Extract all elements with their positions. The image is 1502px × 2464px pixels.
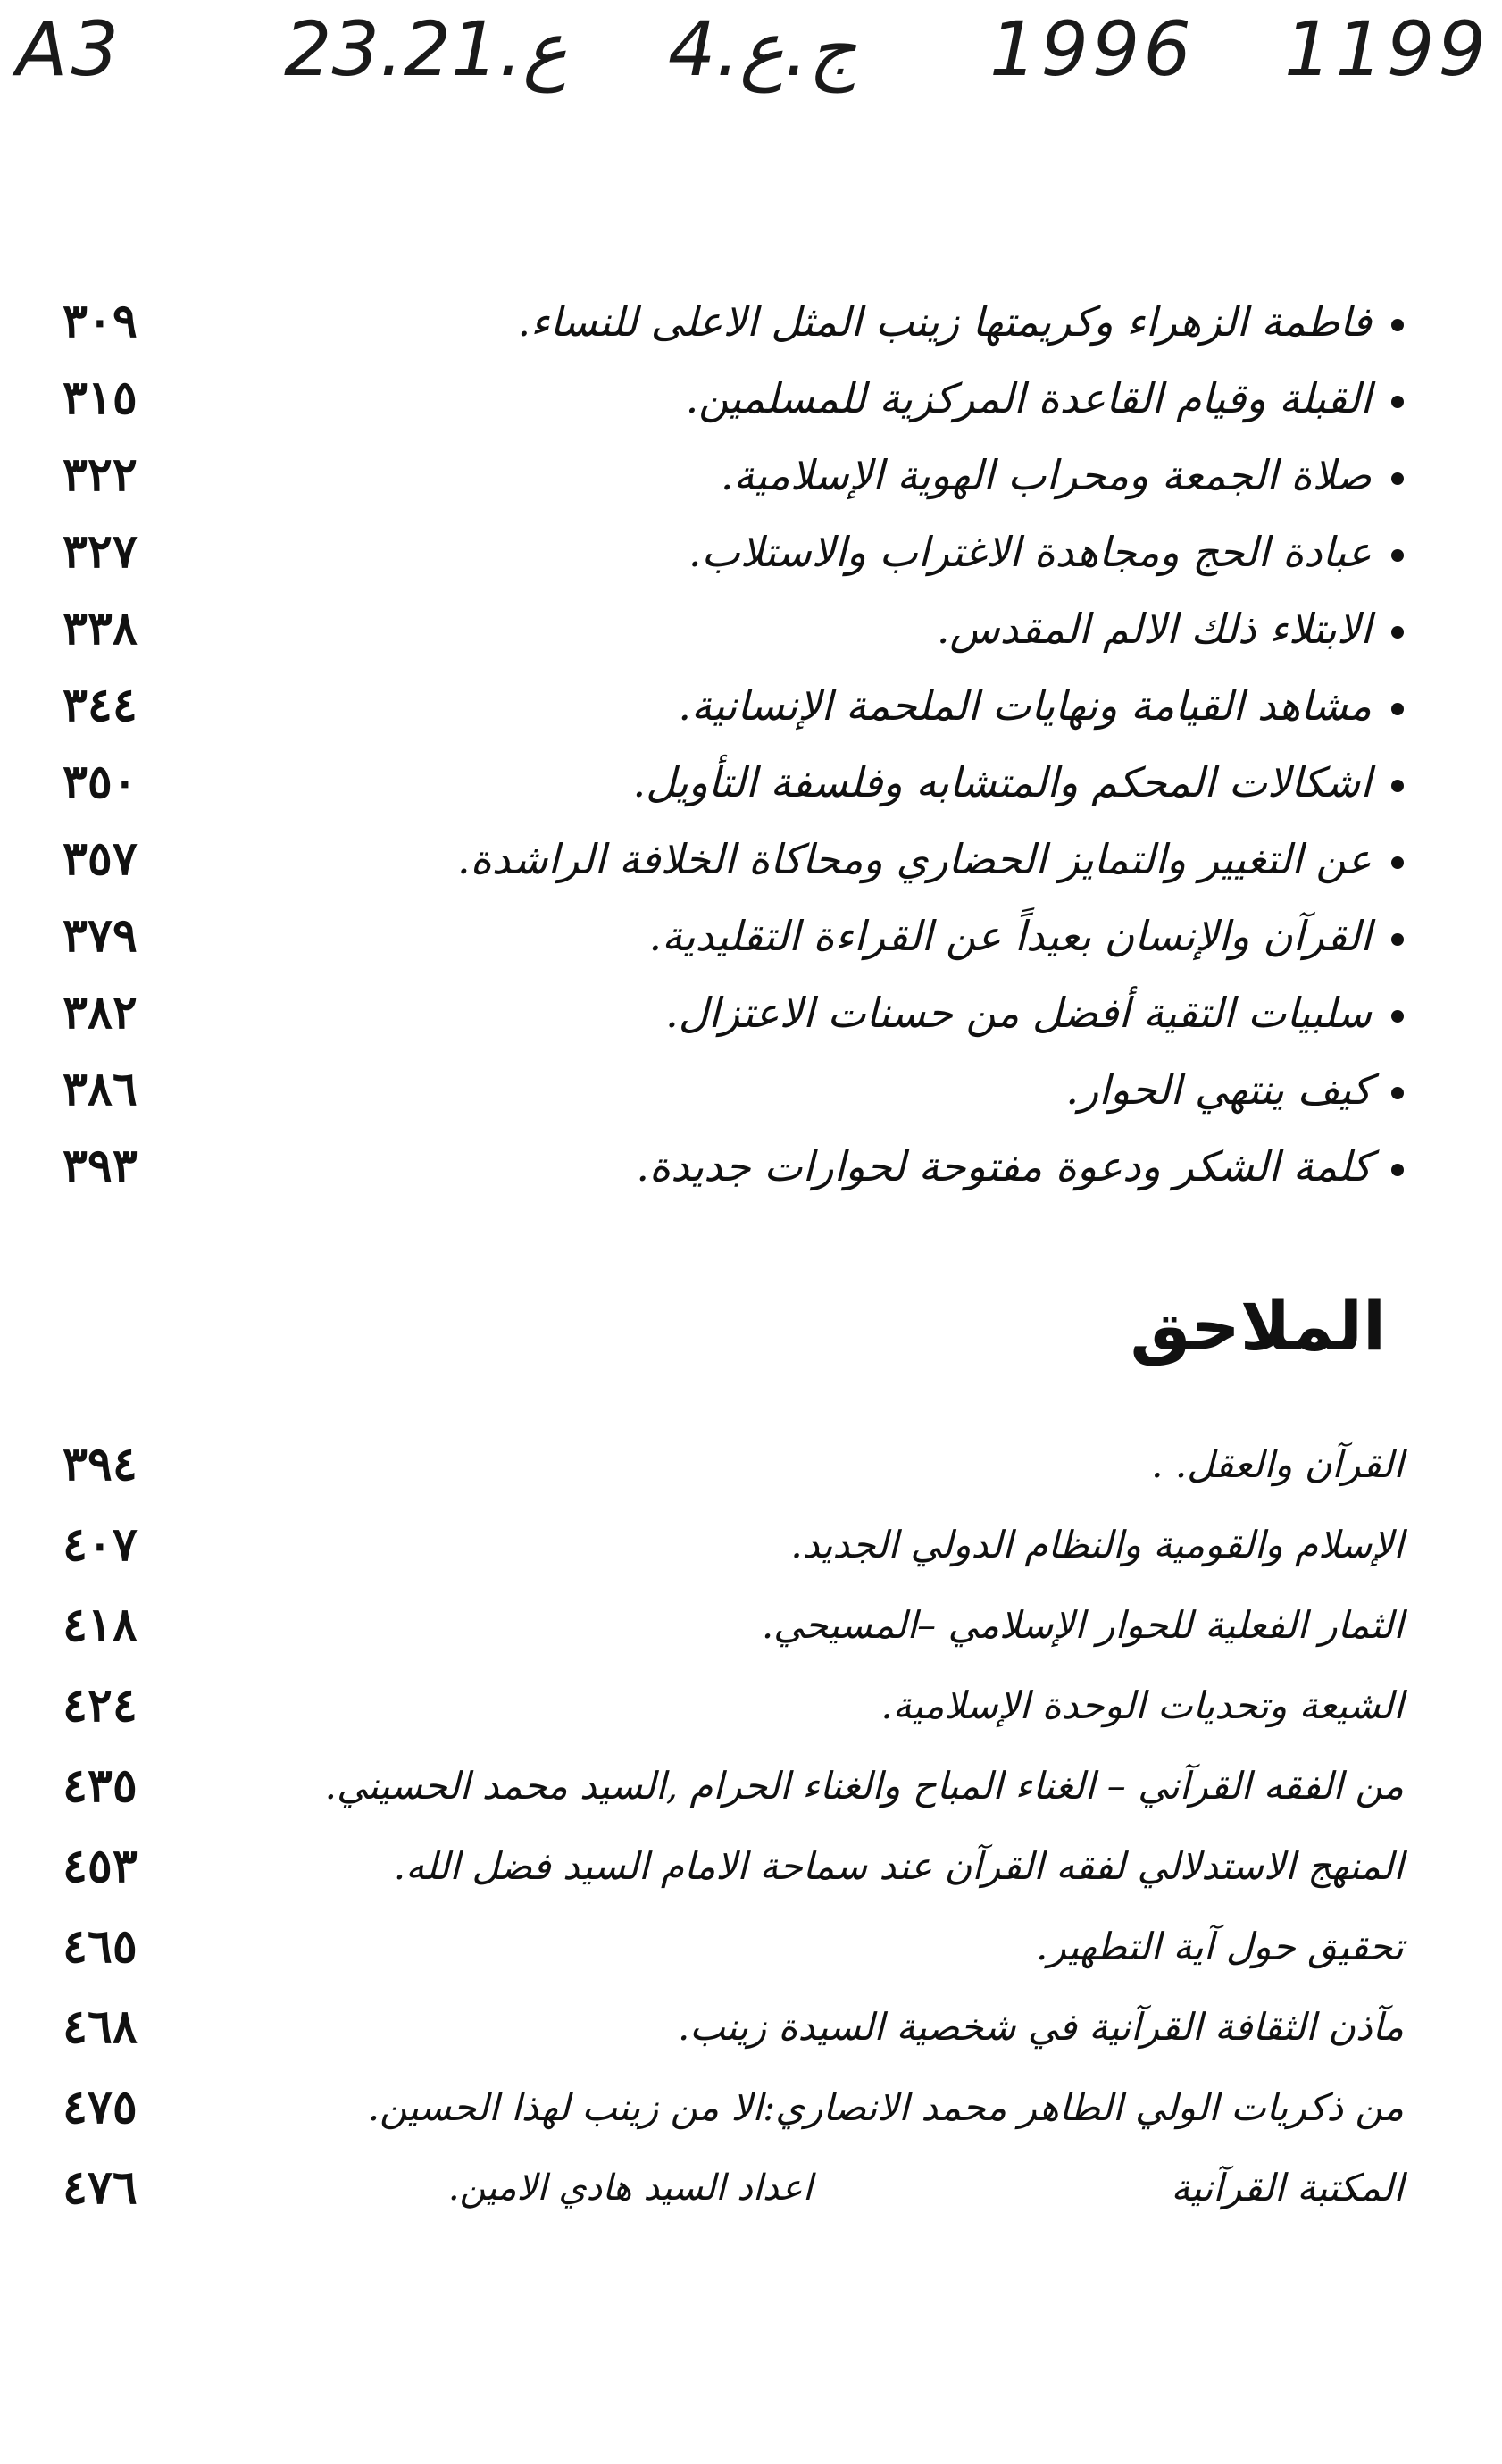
toc-entry-text: عن التغيير والتمايز الحضاري ومحاكاة الخلافة الراشدة. xyxy=(456,835,1372,883)
appendix-entry-title: القرآن والعقل. . xyxy=(1151,1442,1404,1486)
toc-entry-title xyxy=(279,670,1404,741)
toc-row xyxy=(0,1054,1502,1125)
toc-row xyxy=(0,1131,1502,1202)
appendix-row xyxy=(0,2072,1502,2143)
appendix-entry-title: تحقيق حول آية التطهير. xyxy=(1035,1925,1404,1968)
toc-entry-title xyxy=(279,977,1404,1048)
appendix-row xyxy=(0,1750,1502,1822)
bullet-icon xyxy=(1391,856,1404,869)
appendix-entry-title: المنهج الاستدلالي لفقه القرآن عند سماحة الامام السيد فضل الله. xyxy=(393,1844,1404,1888)
appendix-row xyxy=(0,1911,1502,1983)
bullet-icon xyxy=(1391,933,1404,946)
handwritten-year-2: 1199 xyxy=(1284,5,1489,93)
bullet-icon xyxy=(1391,626,1404,639)
appendix-row xyxy=(0,1509,1502,1581)
toc-row xyxy=(0,516,1502,588)
toc-page-number: ٣٥٠ xyxy=(63,755,138,809)
toc-page-number: ٣٧٩ xyxy=(63,908,138,963)
toc-row xyxy=(0,439,1502,511)
toc-entry-title xyxy=(279,286,1404,357)
appendix-row xyxy=(0,1429,1502,1500)
toc-entry-text: عبادة الحج ومجاهدة الاغتراب والاستلاب. xyxy=(688,528,1372,576)
appendix-page-number: ٤٥٣ xyxy=(63,1839,138,1893)
toc-row xyxy=(0,363,1502,434)
toc-entry-text: اشكالات المحكم والمتشابه وفلسفة التأويل. xyxy=(632,758,1372,806)
toc-page-number: ٣٠٩ xyxy=(63,294,138,348)
appendix-page-number: ٤١٨ xyxy=(63,1598,138,1652)
appendix-page-number: ٤٠٧ xyxy=(63,1517,138,1572)
toc-entry-text: كيف ينتهي الحوار. xyxy=(1065,1065,1372,1114)
appendix-row xyxy=(0,1992,1502,2063)
toc-entry-text: القبلة وقيام القاعدة المركزية للمسلمين. xyxy=(685,374,1372,422)
toc-entry-text: مشاهد القيامة ونهايات الملحمة الإنسانية. xyxy=(678,681,1372,730)
toc-page-number: ٣٨٦ xyxy=(63,1062,138,1116)
appendix-page-number: ٤٧٥ xyxy=(63,2080,138,2134)
toc-entry-text: صلاة الجمعة ومحراب الهوية الإسلامية. xyxy=(720,451,1372,499)
toc-row xyxy=(0,286,1502,357)
bullet-icon xyxy=(1391,319,1404,331)
bullet-icon xyxy=(1391,1010,1404,1023)
toc-page-number: ٣٨٢ xyxy=(63,985,138,1040)
toc-entry-title xyxy=(279,439,1404,511)
appendix-page-number: ٤٧٦ xyxy=(63,2160,138,2215)
toc-page-number: ٣٢٧ xyxy=(63,524,138,579)
toc-page-number: ٣٣٨ xyxy=(63,601,138,656)
bullet-icon xyxy=(1391,396,1404,408)
handwritten-reference-notes xyxy=(16,5,1489,113)
toc-entry-text: كلمة الشكر ودعوة مفتوحة لحوارات جديدة. xyxy=(636,1142,1372,1190)
appendix-row xyxy=(0,2152,1502,2224)
toc-entry-text: سلبيات التقية أفضل من حسنات الاعتزال. xyxy=(665,989,1372,1037)
appendix-page-number: ٤٣٥ xyxy=(63,1758,138,1813)
toc-entry-text: الابتلاء ذلك الالم المقدس. xyxy=(936,605,1372,653)
toc-row xyxy=(0,900,1502,972)
toc-entry-text: فاطمة الزهراء وكريمتها زينب المثل الاعلى للنساء. xyxy=(517,297,1372,346)
appendix-entry-title: مآذن الثقافة القرآنية في شخصية السيدة زينب. xyxy=(677,2005,1404,2049)
appendix-entry-title: المكتبة القرآنية xyxy=(1171,2166,1404,2209)
handwritten-ref-2: 4.ج.ع xyxy=(668,5,857,93)
appendix-row xyxy=(0,1590,1502,1661)
bullet-icon xyxy=(1391,1087,1404,1099)
appendix-page-number: ٣٩٤ xyxy=(63,1437,138,1491)
appendix-entry-title: الإسلام والقومية والنظام الدولي الجديد. xyxy=(790,1523,1404,1566)
toc-entry-title xyxy=(279,1131,1404,1202)
toc-row xyxy=(0,593,1502,664)
appendix-entry-title: من ذكريات الولي الطاهر محمد الانصاري:الا من زينب لهذا الحسين. xyxy=(367,2085,1404,2129)
appendix-entry-title: الثمار الفعلية للحوار الإسلامي –المسيحي. xyxy=(761,1603,1404,1647)
appendix-page-number: ٤٦٨ xyxy=(63,2000,138,2054)
toc-page-number: ٣٥٧ xyxy=(63,831,138,886)
bullet-icon xyxy=(1391,472,1404,485)
appendix-page-number: ٤٦٥ xyxy=(63,1919,138,1974)
handwritten-code: A3 xyxy=(16,5,122,93)
toc-page-number: ٣٢٢ xyxy=(63,447,138,502)
bullet-icon xyxy=(1391,703,1404,715)
toc-page-number: ٣٤٤ xyxy=(63,678,138,732)
bullet-icon xyxy=(1391,1164,1404,1176)
appendix-entry-credit: اعداد السيد هادي الامين. xyxy=(447,2167,813,2209)
toc-row xyxy=(0,747,1502,818)
toc-entry-title xyxy=(279,363,1404,434)
toc-page-number: ٣١٥ xyxy=(63,371,138,425)
toc-row xyxy=(0,823,1502,895)
toc-row xyxy=(0,670,1502,741)
bullet-icon xyxy=(1391,780,1404,792)
toc-entry-title xyxy=(279,823,1404,895)
handwritten-year-1: 1996 xyxy=(989,5,1195,93)
toc-page-number: ٣٩٣ xyxy=(63,1139,138,1193)
toc-entry-title xyxy=(279,516,1404,588)
appendix-entry-title: الشيعة وتحديات الوحدة الإسلامية. xyxy=(880,1683,1404,1727)
toc-row xyxy=(0,977,1502,1048)
toc-entry-title xyxy=(279,1054,1404,1125)
bullet-icon xyxy=(1391,549,1404,562)
appendix-row xyxy=(0,1831,1502,1902)
handwritten-ref-1: 23.21.ع xyxy=(284,5,568,93)
toc-entry-text: القرآن والإنسان بعيداً عن القراءة التقليدية. xyxy=(648,912,1372,960)
appendix-page-number: ٤٢٤ xyxy=(63,1678,138,1733)
toc-entry-title xyxy=(279,593,1404,664)
appendix-row xyxy=(0,1670,1502,1742)
appendix-entry-title: من الفقه القرآني – الغناء المباح والغناء الحرام ,السيد محمد الحسيني. xyxy=(324,1764,1404,1808)
toc-entry-title xyxy=(279,747,1404,818)
appendix-heading: الملاحق xyxy=(1130,1286,1386,1366)
toc-entry-title xyxy=(279,900,1404,972)
